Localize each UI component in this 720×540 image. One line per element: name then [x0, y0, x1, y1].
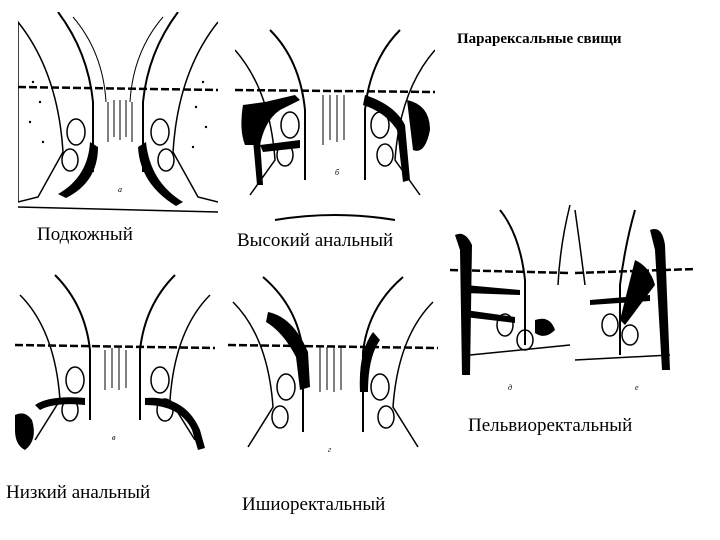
diagram-letter: г — [328, 445, 332, 454]
diagram-pelviorectal — [450, 205, 695, 395]
diagram-ischiorectal — [228, 272, 438, 477]
caption-subcutaneous: Подкожный — [37, 224, 133, 245]
anorectal-illustration-low-anal — [10, 270, 215, 460]
diagram-letter-right: е — [635, 383, 639, 392]
diagram-subcutaneous — [18, 12, 218, 217]
anorectal-illustration-ischiorectal — [228, 272, 438, 477]
anorectal-illustration-subcutaneous — [18, 12, 218, 217]
diagram-high-anal — [235, 20, 435, 225]
diagram-low-anal — [10, 270, 215, 460]
caption-high-anal: Высокий анальный — [237, 230, 394, 251]
anorectal-illustration-pelviorectal — [450, 205, 695, 395]
anorectal-illustration-high-anal — [235, 20, 435, 225]
page-title: Парарексальные свищи — [457, 31, 622, 47]
diagram-letter: в — [112, 433, 116, 442]
diagram-letter-left: д — [508, 383, 513, 392]
caption-pelviorectal: Пельвиоректальный — [468, 415, 633, 436]
diagram-letter: б — [335, 168, 340, 177]
caption-ischiorectal: Ишиоректальный — [242, 494, 386, 515]
caption-low-anal: Низкий анальный — [6, 482, 151, 503]
diagram-letter: а — [118, 185, 122, 194]
